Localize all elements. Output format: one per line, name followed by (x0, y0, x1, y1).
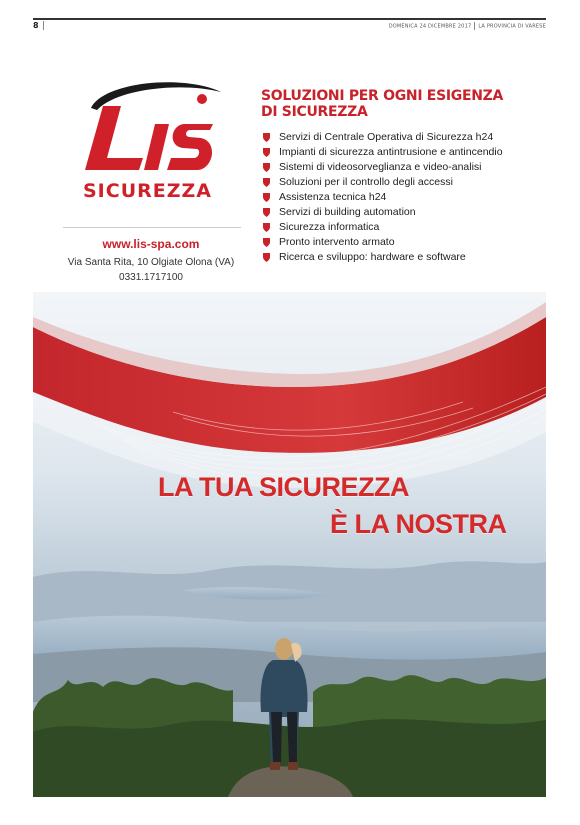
logo-letter-l-icon (85, 106, 143, 170)
service-item (261, 190, 546, 205)
header-date: DOMENICA 24 DICEMBRE 2017 (388, 23, 472, 30)
service-item (261, 160, 546, 175)
shield-icon (263, 208, 270, 217)
service-item-label: Pronto intervento armato (279, 236, 395, 248)
shield-icon (263, 163, 270, 172)
slogan-line-1: LA TUA SICUREZZA (158, 472, 409, 502)
services-title-line2: DI SICUREZZA (261, 104, 368, 120)
service-item-label: Soluzioni per il controllo degli accessi (279, 176, 453, 188)
service-item-label: Assistenza tecnica h24 (279, 191, 387, 203)
service-item-label: Ricerca e sviluppo: hardware e software (279, 251, 466, 263)
service-item-label: Servizi di building automation (279, 206, 416, 218)
hero-visual (33, 292, 546, 797)
shield-icon (263, 238, 270, 247)
service-item (261, 220, 546, 235)
service-item-label: Servizi di Centrale Operativa di Sicurezza h24 (279, 131, 494, 143)
page-number: 8 (33, 21, 39, 30)
advertisement (33, 42, 546, 797)
shield-icon (263, 148, 270, 157)
logo-divider (63, 227, 241, 228)
service-item-label: Sicurezza informatica (279, 221, 380, 233)
shield-icon (263, 178, 270, 187)
page-number-divider (43, 21, 44, 30)
logo-dot-icon (197, 94, 207, 104)
address-text: Via Santa Rita, 10 Olgiate Olona (VA) (67, 257, 235, 268)
shield-icon (263, 223, 270, 232)
logo-wordmark: SICUREZZA (83, 180, 212, 202)
page-header (33, 18, 546, 34)
service-item-label: Sistemi di videosorveglianza e video-analisi (279, 161, 482, 173)
logo-letter-i-icon (144, 124, 169, 170)
shield-icon (263, 193, 270, 202)
service-item-label: Impianti di sicurezza antintrusione e antincendio (279, 146, 503, 158)
lis-logo (63, 70, 233, 185)
contact-block (51, 237, 251, 285)
service-item (261, 235, 546, 250)
shield-icon (263, 133, 270, 142)
header-separator (474, 22, 475, 30)
services-list (261, 130, 546, 265)
header-publication: LA PROVINCIA DI VARESE (478, 23, 546, 30)
website-link[interactable]: www.lis-spa.com (102, 237, 200, 251)
services-title-line1: SOLUZIONI PER OGNI ESIGENZA (261, 88, 504, 104)
service-item (261, 205, 546, 220)
services-title (261, 88, 546, 120)
shield-icon (263, 253, 270, 262)
header-meta (389, 22, 546, 30)
service-item (261, 130, 546, 145)
phone-number: 0331.1717100 (119, 272, 183, 283)
service-item (261, 145, 546, 160)
logo-letter-s-icon (167, 124, 213, 170)
slogan-line-2: È LA NOSTRA (330, 509, 507, 539)
service-item (261, 250, 546, 265)
service-item (261, 175, 546, 190)
services-block (261, 88, 546, 265)
